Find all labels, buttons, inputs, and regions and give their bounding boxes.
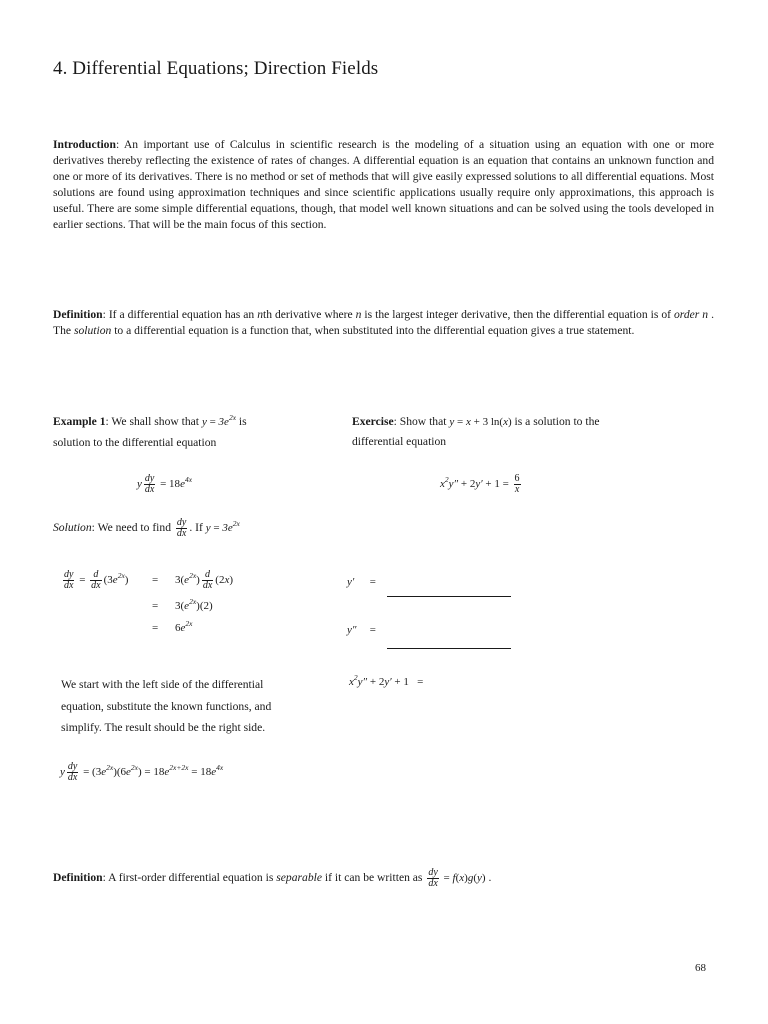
exercise-equals-2: =: [369, 624, 377, 636]
exercise-left-side: $x^2y'' + 2y' + 1$ =: [349, 673, 424, 688]
example-1-label: Example 1: [53, 415, 106, 428]
introduction-paragraph: [53, 137, 714, 233]
example-differential-equation: y $\frac{dy}{dx}$ = $18e^{4x}$: [137, 473, 193, 495]
separable-form: $\frac{dy}{dx}$ = f(x)g(y): [428, 867, 486, 889]
exercise-equals-1: =: [369, 576, 377, 588]
definition-order-paragraph: Definition: If a differential equation has an nth derivative where n is the largest integer derivative, then the differential equation is of order n . The solution to a differential equation is a function that, when substituted into the differential equation gives a true statement.: [53, 308, 714, 337]
derivative-step-1: $\frac{dy}{dx}$ = $\frac{d}{dx}$ $(3e^{2x})$: [64, 569, 129, 591]
definition-label-2: Definition: [53, 871, 103, 885]
page-number: 68: [695, 962, 706, 974]
introduction-text: : An important use of Calculus in scientific research is the modeling of a situation using an equation with one or more derivatives thereby reflecting the existence of rates of changes. A differential equation is an equation that contains an unknown function and one or more of its derivatives. There is no method or set of methods that will give easily expressed solutions to all differential equations. Most solutions are found using approximation techniques and since scientific applications usually require only approximations, this approach is useful. There are some simple differential equations, though, that model well known situations and can be solved using the tools developed in earlier sections. That will be the main focus of this section.: [53, 138, 714, 231]
example-function: $y = 3e^{2x}$: [201, 413, 237, 428]
exercise-y-prime-label: y′: [347, 576, 355, 588]
order-term: order: [673, 308, 700, 321]
answer-blank-y-double-prime[interactable]: [387, 648, 511, 649]
definition-label: Definition: [53, 308, 103, 321]
page-title: 4. Differential Equations; Direction Fields: [53, 58, 379, 79]
derivative-step-2: $3(e^{2x})(2)$: [175, 597, 213, 612]
derivative-step-1-result: $3(e^{2x})$ $\frac{d}{dx}$ (2x): [175, 569, 234, 591]
exercise-statement: Exercise: Show that y = x + 3 ln(x) is a solution to the differential equation: [352, 415, 600, 448]
explanation-text: We start with the left side of the differential equation, substitute the known functions, and simplify. The result should be the right side.: [61, 678, 272, 734]
exercise-y-double-prime-label: y″: [347, 624, 357, 636]
exercise-label: Exercise: [352, 415, 394, 428]
derivative-step-3: $6e^{2x}$: [175, 619, 193, 634]
answer-blank-y-prime[interactable]: [387, 596, 511, 597]
solution-label: Solution: [53, 521, 92, 535]
solution-term: solution: [73, 324, 112, 337]
solution-line: Solution: We need to find $\frac{dy}{dx}$ . If $y = 3e^{2x}$: [53, 517, 240, 539]
definition-separable-paragraph: Definition: A first-order differential equation is separable if it can be written as $\frac{dy}{dx}$ = f(x)g(y) .: [53, 867, 492, 889]
exercise-function: y = x + 3 ln(x): [449, 416, 512, 428]
separable-term: separable: [276, 871, 322, 885]
introduction-label: Introduction: [53, 138, 116, 151]
exercise-differential-equation: $x^2y'' + 2y' + 1$ = $\frac{6}{x}$: [440, 473, 520, 495]
example-1-statement: Example 1: We shall show that $y = 3e^{2x}$ is solution to the differential equation: [53, 413, 247, 449]
verification-equation: y $\frac{dy}{dx}$ = $(3e^{2x})(6e^{2x}) = 18e^{2x+2x} = 18e^{4x}$: [60, 761, 224, 783]
